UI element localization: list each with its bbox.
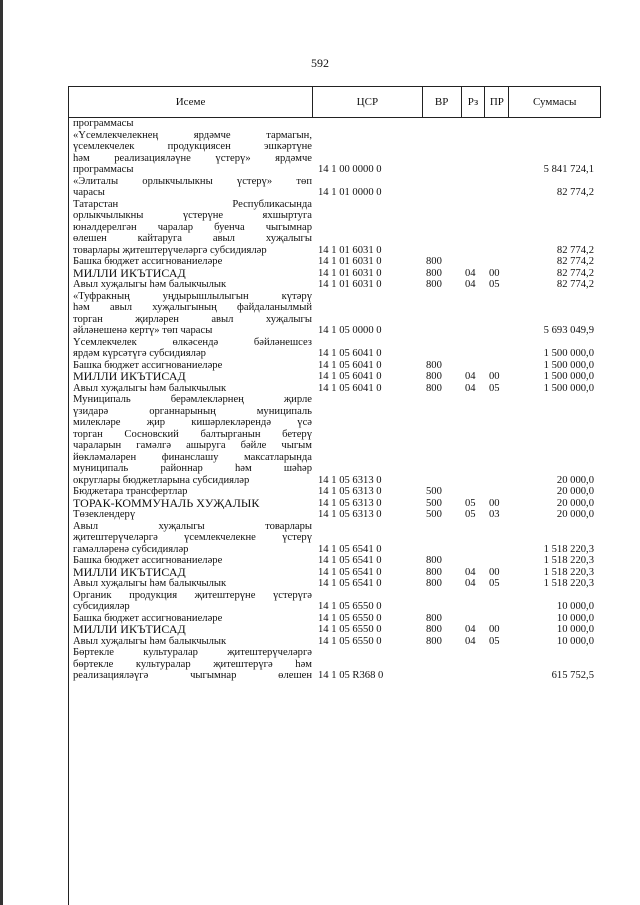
row-sum: 20 000,0 (556, 497, 594, 509)
row-rz: 04 (465, 635, 476, 647)
row-name (69, 176, 314, 199)
row-values (314, 475, 594, 487)
row-name-line: программасы (73, 164, 134, 175)
row-csr: 14 1 05 R368 0 (318, 670, 384, 681)
row-vr (424, 348, 463, 360)
table-row (69, 521, 601, 556)
row-rz (463, 613, 487, 625)
row-name-line: йөкләмәләрен финанслашу максатларында (73, 451, 312, 463)
row-name-line: әйләнешенә кертү» төп чарасы (73, 325, 213, 336)
row-name-line: чарасы (73, 187, 105, 198)
row-csr: 14 1 05 6541 0 (318, 543, 382, 555)
table-row (69, 130, 601, 176)
row-vr: 800 (426, 359, 442, 371)
row-name (69, 613, 314, 625)
row-name-line: округлары бюджетларына субсидияләр (73, 474, 250, 486)
row-sum: 5 841 724,1 (543, 164, 594, 175)
row-vr (424, 670, 463, 682)
table-row (69, 256, 601, 268)
row-sum: 10 000,0 (556, 612, 594, 624)
row-pr: 00 (489, 566, 500, 578)
table-row (69, 176, 601, 199)
row-name-line: Башка бюджет ассигнованиеләре (73, 256, 223, 267)
row-vr: 500 (426, 509, 442, 520)
row-pr (487, 486, 511, 498)
row-name-line: Башка бюджет ассигнованиеләре (73, 555, 223, 566)
table-row (69, 118, 601, 130)
left-edge-rule (0, 0, 3, 905)
row-csr: 14 1 05 6313 0 (318, 497, 382, 509)
row-rz: 04 (465, 279, 476, 290)
row-values (314, 268, 594, 280)
table-row (69, 578, 601, 590)
table-row (69, 279, 601, 291)
row-sum: 20 000,0 (556, 486, 594, 497)
row-csr: 14 1 01 6031 0 (318, 256, 382, 267)
row-rz (463, 187, 487, 199)
row-name-line: бөртекле культуралар җитештерүгә һәм (73, 658, 312, 670)
row-csr: 14 1 05 6313 0 (318, 509, 382, 520)
row-pr: 00 (489, 624, 500, 635)
table-row (69, 590, 601, 613)
row-name-line: һәм авыл хуҗалыгының файдаланылмый (73, 302, 312, 313)
row-name-line: ТОРАК-КОММУНАЛЬ ХУҖАЛЫК (73, 497, 260, 509)
row-vr: 800 (426, 555, 442, 566)
row-rz (463, 475, 487, 487)
row-rz: 04 (465, 566, 476, 578)
row-sum: 82 774,2 (556, 256, 594, 267)
row-vr: 800 (426, 578, 442, 589)
row-pr: 00 (489, 497, 500, 509)
row-name (69, 394, 314, 486)
header-csr: ЦСР (313, 87, 423, 117)
row-values (314, 325, 594, 337)
row-values (314, 486, 594, 498)
row-rz (463, 325, 487, 337)
row-pr (487, 544, 511, 556)
row-rz: 04 (465, 267, 476, 279)
row-rz: 04 (465, 382, 476, 394)
row-name-line: Органик продукция җитештерүне үстерүгә (73, 589, 312, 601)
row-name (69, 360, 314, 372)
row-pr (487, 670, 511, 682)
row-pr (487, 256, 511, 268)
row-name-line: торган җирләрен авыл хуҗалыгы (73, 313, 312, 325)
row-pr (487, 348, 511, 360)
row-name-line: торган Сосновский балтырганын бетерү (73, 428, 312, 440)
row-sum: 10 000,0 (556, 601, 594, 612)
row-csr: 14 1 01 0000 0 (318, 187, 382, 198)
row-csr: 14 1 01 6031 0 (318, 279, 382, 290)
table-row (69, 647, 601, 682)
row-name (69, 337, 314, 360)
table-row (69, 624, 601, 636)
row-name-line: гамәлләренә субсидияләр (73, 543, 189, 555)
row-sum: 1 500 000,0 (543, 348, 594, 359)
row-csr: 14 1 05 6550 0 (318, 635, 382, 647)
row-values (314, 256, 594, 268)
row-name-line: программасы (73, 118, 134, 129)
row-name (69, 578, 314, 590)
row-sum: 82 774,2 (556, 279, 594, 290)
row-pr (487, 360, 511, 372)
row-name-line: Башка бюджет ассигнованиеләре (73, 359, 223, 371)
row-csr: 14 1 05 6550 0 (318, 612, 382, 624)
table-row (69, 613, 601, 625)
row-sum: 1 500 000,0 (543, 371, 594, 382)
row-rz (463, 670, 487, 682)
row-vr: 500 (426, 497, 442, 509)
row-values (314, 498, 594, 510)
row-pr (487, 613, 511, 625)
row-vr (424, 325, 463, 337)
row-sum: 1 518 220,3 (543, 578, 594, 589)
row-csr: 14 1 01 6031 0 (318, 267, 382, 279)
row-vr (424, 164, 463, 176)
row-name-line: Бюджетара трансфертлар (73, 486, 188, 497)
row-csr: 14 1 00 0000 0 (318, 164, 382, 175)
row-sum: 82 774,2 (556, 187, 594, 198)
row-name-line: МИЛЛИ ИКЪТИСАД (73, 371, 186, 383)
row-vr (424, 601, 463, 613)
row-values (314, 383, 594, 395)
row-vr: 800 (426, 382, 442, 394)
table-row (69, 394, 601, 486)
row-sum: 82 774,2 (556, 267, 594, 279)
row-pr: 05 (489, 635, 500, 647)
row-name (69, 256, 314, 268)
row-name-line: субсидияләр (73, 601, 130, 612)
row-pr: 00 (489, 371, 500, 382)
row-vr (424, 245, 463, 257)
row-name (69, 555, 314, 567)
row-name-line: милекләре җир кишәрлекләрендә үсә (73, 417, 312, 428)
row-name-line: Авыл хуҗалыгы һәм балыкчылык (73, 382, 227, 394)
table-row (69, 268, 601, 280)
table-row (69, 555, 601, 567)
row-name (69, 130, 314, 176)
row-values (314, 670, 594, 682)
row-values (314, 555, 594, 567)
row-name (69, 590, 314, 613)
row-sum: 615 752,5 (551, 670, 594, 681)
row-csr: 14 1 05 6041 0 (318, 359, 382, 371)
row-sum: 82 774,2 (556, 244, 594, 256)
row-name (69, 371, 314, 383)
page-number: 592 (311, 56, 329, 70)
row-name (69, 291, 314, 337)
row-csr: 14 1 05 6041 0 (318, 348, 382, 359)
row-name-line: МИЛЛИ ИКЪТИСАД (73, 267, 186, 279)
row-name-line: МИЛЛИ ИКЪТИСАД (73, 566, 186, 578)
row-sum: 10 000,0 (556, 624, 594, 635)
table-row (69, 636, 601, 648)
row-rz: 04 (465, 624, 476, 635)
table-row (69, 486, 601, 498)
row-name-line: Башка бюджет ассигнованиеләре (73, 612, 223, 624)
row-values (314, 509, 594, 521)
row-rz (463, 245, 487, 257)
row-name-line: Муниципаль берәмлекләрнең җирле (73, 394, 312, 405)
row-name (69, 199, 314, 257)
row-values (314, 360, 594, 372)
row-csr: 14 1 05 6541 0 (318, 578, 382, 589)
header-vr: ВР (423, 87, 462, 117)
row-name (69, 624, 314, 636)
row-pr (487, 164, 511, 176)
header-sum: Суммасы (532, 96, 577, 108)
row-vr: 800 (426, 624, 442, 635)
row-name (69, 486, 314, 498)
row-vr (424, 187, 463, 199)
table-row (69, 360, 601, 372)
row-sum: 5 693 049,9 (543, 325, 594, 336)
row-name-line: «Үсемлекчелекнең ярдәмче тармагын, (73, 129, 312, 141)
row-name (69, 268, 314, 280)
row-rz: 05 (465, 497, 476, 509)
row-csr: 14 1 05 6541 0 (318, 566, 382, 578)
row-sum: 1 518 220,3 (543, 566, 594, 578)
row-rz (463, 360, 487, 372)
row-name-line: МИЛЛИ ИКЪТИСАД (73, 624, 186, 636)
table-row (69, 291, 601, 337)
row-values (314, 164, 594, 176)
header-pr: ПР (485, 87, 509, 117)
row-name (69, 498, 314, 510)
header-name: Исеме (69, 87, 313, 117)
table-row (69, 567, 601, 579)
row-pr: 05 (489, 279, 500, 290)
row-name (69, 118, 314, 130)
row-name-line: реализацияләүгә чыгымнар өлешен (73, 670, 312, 681)
row-name-line: орлыкчылыкны үстерүне яхшыртуга (73, 210, 312, 221)
row-rz (463, 555, 487, 567)
row-csr: 14 1 05 6550 0 (318, 624, 382, 635)
row-pr (487, 245, 511, 257)
table-row (69, 337, 601, 360)
row-name-line: җитештерүчеләргә үсемлекчелекне үстерү (73, 532, 312, 543)
row-csr: 14 1 05 6313 0 (318, 486, 382, 497)
row-name-line: Авыл хуҗалыгы товарлары (73, 520, 312, 532)
table-row (69, 383, 601, 395)
row-sum: 1 500 000,0 (543, 359, 594, 371)
row-csr: 14 1 01 6031 0 (318, 244, 382, 256)
row-csr: 14 1 05 6550 0 (318, 601, 382, 612)
table-body (68, 118, 601, 905)
row-sum: 1 518 220,3 (543, 555, 594, 566)
row-values (314, 624, 594, 636)
row-name-line: Үсемлекчелек өлкәсендә бәйләнешсез (73, 336, 312, 348)
header-rz: Рз (462, 87, 486, 117)
table-row (69, 498, 601, 510)
row-name-line: товарлары җитештерүчеләргә субсидияләр (73, 244, 267, 256)
row-name-line: «Туфракның уңдырышлылыгын күтәрү (73, 290, 312, 302)
row-values (314, 567, 594, 579)
table-row (69, 371, 601, 383)
row-sum: 1 518 220,3 (543, 543, 594, 555)
table-header (68, 86, 601, 118)
row-rz: 05 (465, 509, 476, 520)
row-vr: 800 (426, 371, 442, 382)
row-values (314, 348, 594, 360)
row-vr: 500 (426, 486, 442, 497)
row-pr (487, 555, 511, 567)
row-name (69, 383, 314, 395)
row-vr: 800 (426, 256, 442, 267)
row-sum: 1 500 000,0 (543, 382, 594, 394)
row-csr: 14 1 05 0000 0 (318, 325, 382, 336)
row-name (69, 521, 314, 556)
row-rz (463, 348, 487, 360)
row-name (69, 509, 314, 521)
row-name-line: чараларын гамәлгә ашыруга бәйле чыгым (73, 440, 312, 451)
row-values (314, 279, 594, 291)
row-sum: 10 000,0 (556, 635, 594, 647)
row-csr: 14 1 05 6041 0 (318, 371, 382, 382)
row-values (314, 601, 594, 613)
row-name-line: Авыл хуҗалыгы һәм балыкчылык (73, 578, 227, 589)
row-name-line: ярдәм күрсәтүгә субсидияләр (73, 348, 206, 359)
row-pr (487, 475, 511, 487)
row-vr: 800 (426, 267, 442, 279)
row-name-line: Бөртекле культуралар җитештерүчеләргә (73, 647, 312, 658)
row-rz (463, 164, 487, 176)
row-name-line: Төзеклендерү (73, 509, 136, 520)
row-name-line: һәм реализацияләүне үстерү» ярдәмче (73, 152, 312, 164)
row-name (69, 636, 314, 648)
row-name-line: муниципаль районнар һәм шәһәр (73, 463, 312, 474)
row-vr: 800 (426, 566, 442, 578)
row-csr: 14 1 05 6541 0 (318, 555, 382, 566)
row-values (314, 544, 594, 556)
row-name-line: өлешен кайтаруга авыл хуҗалыгы (73, 233, 312, 244)
row-vr: 800 (426, 635, 442, 647)
row-pr: 00 (489, 267, 500, 279)
row-name-line: юнәлдерелгән чаралар буенча чыгымнар (73, 221, 312, 233)
row-values (314, 371, 594, 383)
row-sum: 20 000,0 (556, 509, 594, 520)
row-pr: 03 (489, 509, 500, 520)
row-values (314, 187, 594, 199)
row-name-line: Авыл хуҗалыгы һәм балыкчылык (73, 635, 227, 647)
row-sum: 20 000,0 (556, 474, 594, 486)
row-vr (424, 475, 463, 487)
row-rz (463, 256, 487, 268)
row-name-line: үсемлекчелек продукциясен эшкәртүне (73, 141, 312, 152)
row-values (314, 578, 594, 590)
row-vr: 800 (426, 612, 442, 624)
row-csr: 14 1 05 6041 0 (318, 382, 382, 394)
row-rz (463, 544, 487, 556)
row-rz (463, 486, 487, 498)
row-name-line: Татарстан Республикасында (73, 198, 312, 210)
row-rz (463, 601, 487, 613)
table-row (69, 509, 601, 521)
row-pr (487, 325, 511, 337)
row-rz: 04 (465, 371, 476, 382)
row-rz: 04 (465, 578, 476, 589)
row-vr (424, 544, 463, 556)
row-csr: 14 1 05 6313 0 (318, 474, 382, 486)
table-row (69, 199, 601, 257)
row-name-line: Авыл хуҗалыгы һәм балыкчылык (73, 279, 227, 290)
row-pr: 05 (489, 382, 500, 394)
row-pr (487, 601, 511, 613)
row-values (314, 636, 594, 648)
row-values (314, 613, 594, 625)
row-name (69, 647, 314, 682)
row-name (69, 279, 314, 291)
row-vr: 800 (426, 279, 442, 290)
row-name (69, 567, 314, 579)
row-pr: 05 (489, 578, 500, 589)
row-values (314, 245, 594, 257)
row-name-line: «Элиталы орлыкчылыкны үстерү» төп (73, 175, 312, 187)
row-name-line: үзидарә органнарының муниципаль (73, 405, 312, 417)
row-pr (487, 187, 511, 199)
